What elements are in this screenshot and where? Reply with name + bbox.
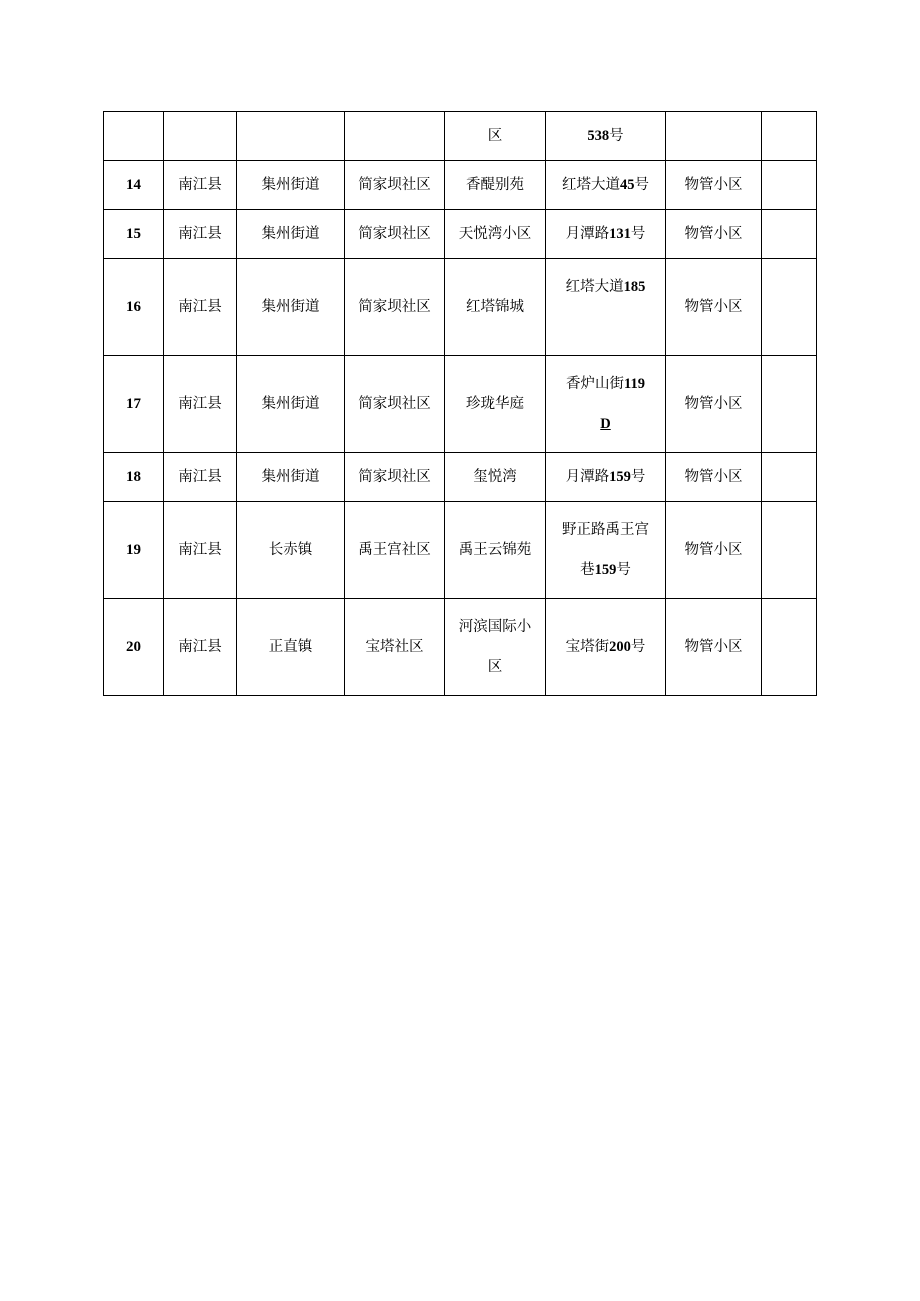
street-cell xyxy=(237,112,345,161)
address-segment: 号 xyxy=(609,128,624,144)
estate-cell xyxy=(445,599,546,696)
estate-cell xyxy=(445,356,546,453)
street-cell: 集州街道 xyxy=(237,210,345,259)
community-cell xyxy=(345,112,445,161)
address-segment: 号 xyxy=(630,469,646,485)
address-segment: 宝塔街 xyxy=(565,639,610,655)
street-cell: 长赤镇 xyxy=(237,502,345,599)
row-number: 16 xyxy=(104,259,164,356)
county-cell: 南江县 xyxy=(164,161,237,210)
table-row xyxy=(104,210,817,259)
estate-line: 区 xyxy=(487,659,503,675)
address-segment: 野正路禹王宫 xyxy=(562,522,649,538)
address-line xyxy=(548,404,663,444)
type-cell: 物管小区 xyxy=(666,356,762,453)
community-cell: 简家坝社区 xyxy=(345,210,445,259)
row-number: 14 xyxy=(104,161,164,210)
address-segment: D xyxy=(600,416,611,432)
county-cell: 南江县 xyxy=(164,502,237,599)
estate-line: 香醍别苑 xyxy=(466,177,524,193)
estate-line: 玺悦湾 xyxy=(473,469,517,485)
row-number: 17 xyxy=(104,356,164,453)
address-segment: 号 xyxy=(630,226,646,242)
type-cell xyxy=(666,112,762,161)
address-segment: 185 xyxy=(623,279,646,295)
estate-cell xyxy=(445,210,546,259)
address-cell xyxy=(546,356,666,453)
address-line xyxy=(548,307,663,347)
address-cell xyxy=(546,453,666,502)
county-cell: 南江县 xyxy=(164,210,237,259)
address-cell xyxy=(546,599,666,696)
estate-line: 禹王云锦苑 xyxy=(458,542,532,558)
estate-cell xyxy=(445,259,546,356)
address-segment: 号 xyxy=(630,639,646,655)
address-cell xyxy=(546,112,666,161)
address-cell xyxy=(546,210,666,259)
table-row xyxy=(104,356,817,453)
address-line xyxy=(548,510,663,550)
address-segment: 号 xyxy=(634,177,649,193)
address-segment: 45 xyxy=(620,177,635,193)
estate-cell xyxy=(445,112,546,161)
table-body xyxy=(104,112,817,696)
row-number: 18 xyxy=(104,453,164,502)
address-cell xyxy=(546,161,666,210)
type-cell: 物管小区 xyxy=(666,453,762,502)
estate-table xyxy=(103,111,817,696)
table-row xyxy=(104,259,817,356)
estate-line: 区 xyxy=(487,128,503,144)
remark-cell xyxy=(762,210,817,259)
community-cell: 简家坝社区 xyxy=(345,453,445,502)
street-cell: 集州街道 xyxy=(237,161,345,210)
address-segment: 巷 xyxy=(580,562,595,578)
remark-cell xyxy=(762,453,817,502)
estate-cell xyxy=(445,453,546,502)
estate-line: 珍珑华庭 xyxy=(466,396,524,412)
community-cell: 宝塔社区 xyxy=(345,599,445,696)
county-cell xyxy=(164,112,237,161)
address-segment: 红塔大道 xyxy=(562,177,620,193)
row-number xyxy=(104,112,164,161)
county-cell: 南江县 xyxy=(164,356,237,453)
remark-cell xyxy=(762,502,817,599)
remark-cell xyxy=(762,161,817,210)
type-cell: 物管小区 xyxy=(666,259,762,356)
address-segment: 香炉山街 xyxy=(566,376,625,392)
remark-cell xyxy=(762,599,817,696)
address-segment: 131 xyxy=(609,226,631,242)
address-segment: 119 xyxy=(624,376,645,392)
type-cell: 物管小区 xyxy=(666,599,762,696)
community-cell: 简家坝社区 xyxy=(345,259,445,356)
estate-cell xyxy=(445,161,546,210)
estate-line: 天悦湾小区 xyxy=(458,226,532,242)
table-row xyxy=(104,599,817,696)
address-line xyxy=(548,267,663,307)
community-cell: 禹王宫社区 xyxy=(345,502,445,599)
address-segment: 月潭路 xyxy=(565,469,610,485)
county-cell: 南江县 xyxy=(164,599,237,696)
address-line xyxy=(548,165,663,205)
address-segment: 号 xyxy=(616,562,631,578)
remark-cell xyxy=(762,356,817,453)
type-cell: 物管小区 xyxy=(666,161,762,210)
street-cell: 正直镇 xyxy=(237,599,345,696)
table-row xyxy=(104,502,817,599)
county-cell: 南江县 xyxy=(164,259,237,356)
estate-cell xyxy=(445,502,546,599)
address-line xyxy=(548,550,663,590)
table-row xyxy=(104,453,817,502)
estate-line: 红塔锦城 xyxy=(466,299,524,315)
type-cell: 物管小区 xyxy=(666,210,762,259)
address-segment: 538 xyxy=(587,128,610,144)
address-line xyxy=(548,214,663,254)
table-row xyxy=(104,112,817,161)
address-line xyxy=(548,116,663,156)
remark-cell xyxy=(762,112,817,161)
address-cell xyxy=(546,259,666,356)
row-number: 15 xyxy=(104,210,164,259)
type-cell: 物管小区 xyxy=(666,502,762,599)
street-cell: 集州街道 xyxy=(237,259,345,356)
address-line xyxy=(548,627,663,667)
community-cell: 简家坝社区 xyxy=(345,161,445,210)
community-cell: 简家坝社区 xyxy=(345,356,445,453)
remark-cell xyxy=(762,259,817,356)
address-segment: 200 xyxy=(609,639,631,655)
address-line xyxy=(548,364,663,404)
address-segment: 红塔大道 xyxy=(565,279,624,295)
address-line xyxy=(548,457,663,497)
estate-line: 河滨国际小 xyxy=(458,619,532,635)
street-cell: 集州街道 xyxy=(237,356,345,453)
county-cell: 南江县 xyxy=(164,453,237,502)
table-row xyxy=(104,161,817,210)
row-number: 20 xyxy=(104,599,164,696)
address-segment: 159 xyxy=(594,562,617,578)
address-segment: 月潭路 xyxy=(565,226,610,242)
address-segment: 159 xyxy=(609,469,631,485)
address-cell xyxy=(546,502,666,599)
row-number: 19 xyxy=(104,502,164,599)
street-cell: 集州街道 xyxy=(237,453,345,502)
